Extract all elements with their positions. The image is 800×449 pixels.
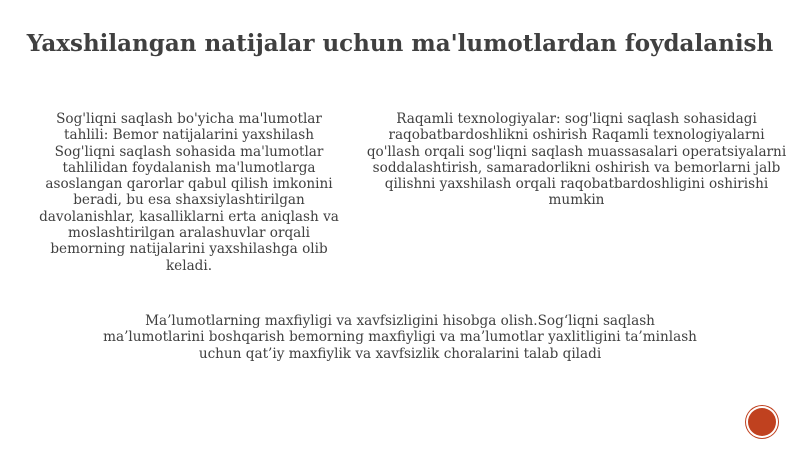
right-text-block: Raqamli texnologiyalar: sog'liqni saqlash sohasidagi raqobatbardoshlikni oshirish Raqamli texnologiyalarni qo'llash orqali sog'liqni saqlash muassasalari operatsiyalarni soddalashtirish, samaradorlikni oshirish va bemorlarni jalb qilishni yaxshilash orqali raqobatbardoshligini oshirishi mumkin bbox=[366, 111, 787, 209]
left-text-block: Sog'liqni saqlash bo'yicha ma'lumotlar tahlili: Bemor natijalarini yaxshilash Sog'liqni saqlash sohasida ma'lumotlar tahlilidan foydalanish ma'lumotlarga asoslangan qarorlar qabul qilish imkonini beradi, bu esa shaxsiylashtirilgan davolanishlar, kasalliklarni erta aniqlash va moslashtirilgan aralashuvlar orqali bemorning natijalarini yaxshilashga olib keladi. bbox=[39, 111, 339, 274]
bottom-text-block: Ma’lumotlarning maxfiyligi va xavfsizligini hisobga olish.Sog‘liqni saqlash ma’lumotlarini boshqarish bemorning maxfiyligi va ma’lumotlar yaxlitligini ta’minlash uchun qat’iy maxfiylik va xavfsizlik choralarini talab qiladi bbox=[103, 313, 697, 362]
next-slide-circle-icon[interactable] bbox=[748, 408, 776, 436]
slide-title: Yaxshilangan natijalar uchun ma'lumotlardan foydalanish bbox=[26, 30, 774, 57]
